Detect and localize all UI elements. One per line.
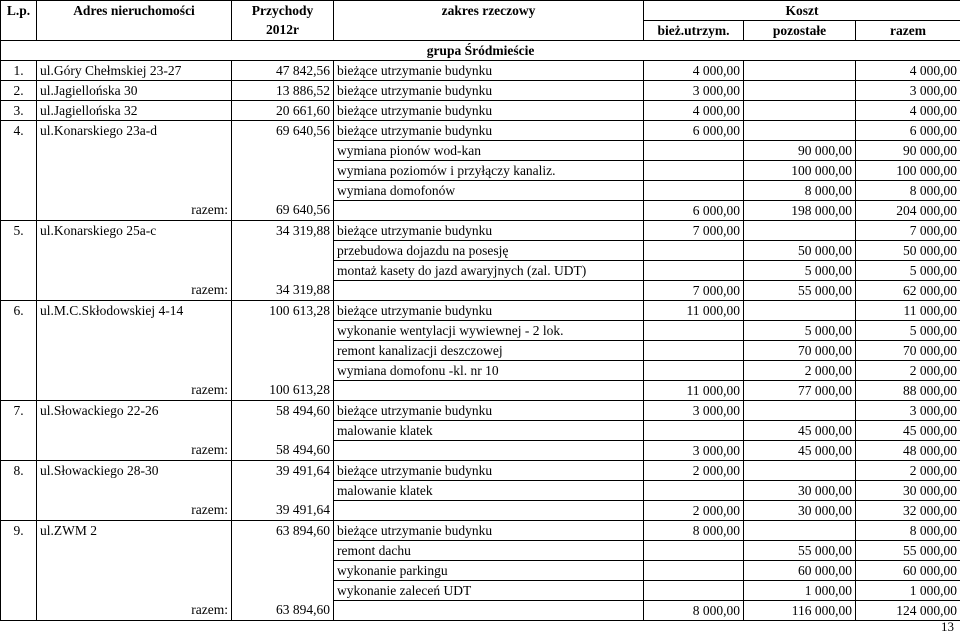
biez-cell: [644, 421, 744, 441]
address-cell: [37, 561, 232, 581]
scope-cell: [334, 201, 644, 221]
address-cell: razem:: [37, 601, 232, 621]
address-cell: razem:: [37, 281, 232, 301]
table-row: [1, 221, 960, 241]
scope-cell: wykonanie zaleceń UDT: [334, 581, 644, 601]
address-cell: ul.M.C.Skłodowskiej 4-14: [37, 301, 232, 321]
lp-cell: 9.: [1, 521, 37, 541]
total-cell: 204 000,00: [856, 201, 960, 221]
other-cell: 90 000,00: [744, 141, 856, 161]
lp-cell: 2.: [1, 81, 37, 101]
total-cell: 3 000,00: [856, 401, 960, 421]
table-row: [1, 321, 960, 341]
address-cell: ul.Konarskiego 25a-c: [37, 221, 232, 241]
biez-cell: [644, 181, 744, 201]
other-cell: 198 000,00: [744, 201, 856, 221]
other-cell: 70 000,00: [744, 341, 856, 361]
table-body: [1, 61, 960, 621]
header-lp: L.p.: [1, 1, 37, 21]
lp-cell: [1, 141, 37, 161]
table-row-sum: [1, 501, 960, 521]
total-cell: 88 000,00: [856, 381, 960, 401]
address-cell: [37, 541, 232, 561]
total-cell: 60 000,00: [856, 561, 960, 581]
income-cell: [232, 481, 334, 501]
header-row-2: [1, 21, 960, 41]
address-cell: ul.Jagiellońska 32: [37, 101, 232, 121]
biez-cell: 2 000,00: [644, 461, 744, 481]
lp-cell: [1, 341, 37, 361]
total-cell: 2 000,00: [856, 361, 960, 381]
lp-cell: [1, 161, 37, 181]
other-cell: [744, 221, 856, 241]
income-cell: 58 494,60: [232, 441, 334, 461]
scope-cell: bieżące utrzymanie budynku: [334, 301, 644, 321]
scope-cell: wykonanie parkingu: [334, 561, 644, 581]
scope-cell: [334, 601, 644, 621]
scope-cell: wymiana pionów wod-kan: [334, 141, 644, 161]
income-cell: [232, 321, 334, 341]
biez-cell: 3 000,00: [644, 401, 744, 421]
address-cell: ul.ZWM 2: [37, 521, 232, 541]
address-cell: [37, 581, 232, 601]
scope-cell: wymiana poziomów i przyłączy kanaliz.: [334, 161, 644, 181]
header-address: Adres nieruchomości: [37, 1, 232, 21]
table-row: [1, 301, 960, 321]
income-cell: [232, 361, 334, 381]
table-row: [1, 581, 960, 601]
total-cell: 3 000,00: [856, 81, 960, 101]
income-cell: 13 886,52: [232, 81, 334, 101]
biez-cell: 6 000,00: [644, 121, 744, 141]
income-cell: [232, 341, 334, 361]
other-cell: 2 000,00: [744, 361, 856, 381]
other-cell: [744, 401, 856, 421]
biez-cell: [644, 341, 744, 361]
table-row-sum: [1, 381, 960, 401]
lp-cell: 6.: [1, 301, 37, 321]
other-cell: 45 000,00: [744, 441, 856, 461]
total-cell: 50 000,00: [856, 241, 960, 261]
biez-cell: [644, 581, 744, 601]
income-cell: [232, 161, 334, 181]
scope-cell: bieżące utrzymanie budynku: [334, 81, 644, 101]
income-cell: 39 491,64: [232, 501, 334, 521]
table-row: [1, 241, 960, 261]
table-row: [1, 161, 960, 181]
scope-cell: malowanie klatek: [334, 481, 644, 501]
address-cell: ul.Słowackiego 28-30: [37, 461, 232, 481]
other-cell: 55 000,00: [744, 541, 856, 561]
table-row-sum: [1, 441, 960, 461]
biez-cell: [644, 261, 744, 281]
biez-cell: [644, 321, 744, 341]
header-row-1: [1, 1, 960, 21]
biez-cell: 3 000,00: [644, 441, 744, 461]
table-row: [1, 461, 960, 481]
income-cell: [232, 141, 334, 161]
lp-cell: 8.: [1, 461, 37, 481]
scope-cell: bieżące utrzymanie budynku: [334, 461, 644, 481]
other-cell: [744, 521, 856, 541]
total-cell: 5 000,00: [856, 321, 960, 341]
income-cell: 100 613,28: [232, 301, 334, 321]
header-income-year: 2012r: [232, 21, 334, 41]
lp-cell: 1.: [1, 61, 37, 81]
table-row-sum: [1, 201, 960, 221]
income-cell: 34 319,88: [232, 221, 334, 241]
other-cell: [744, 101, 856, 121]
total-cell: 32 000,00: [856, 501, 960, 521]
address-cell: ul.Góry Chełmskiej 23-27: [37, 61, 232, 81]
income-cell: [232, 261, 334, 281]
scope-cell: bieżące utrzymanie budynku: [334, 101, 644, 121]
biez-cell: [644, 541, 744, 561]
table-row: [1, 341, 960, 361]
address-cell: [37, 341, 232, 361]
table-row: [1, 81, 960, 101]
address-cell: [37, 321, 232, 341]
biez-cell: [644, 481, 744, 501]
lp-cell: [1, 481, 37, 501]
other-cell: 77 000,00: [744, 381, 856, 401]
total-cell: 4 000,00: [856, 61, 960, 81]
biez-cell: [644, 141, 744, 161]
biez-cell: 4 000,00: [644, 101, 744, 121]
table-row-sum: [1, 601, 960, 621]
scope-cell: bieżące utrzymanie budynku: [334, 521, 644, 541]
address-cell: ul.Jagiellońska 30: [37, 81, 232, 101]
income-cell: 58 494,60: [232, 401, 334, 421]
lp-cell: [1, 441, 37, 461]
total-cell: 1 000,00: [856, 581, 960, 601]
header-scope: zakres rzeczowy: [334, 1, 644, 21]
income-cell: 47 842,56: [232, 61, 334, 81]
other-cell: 5 000,00: [744, 261, 856, 281]
income-cell: [232, 181, 334, 201]
scope-cell: [334, 381, 644, 401]
lp-cell: 3.: [1, 101, 37, 121]
address-cell: razem:: [37, 381, 232, 401]
scope-cell: remont kanalizacji deszczowej: [334, 341, 644, 361]
address-cell: [37, 421, 232, 441]
other-cell: 30 000,00: [744, 481, 856, 501]
lp-cell: [1, 361, 37, 381]
table-row: [1, 421, 960, 441]
address-cell: razem:: [37, 441, 232, 461]
scope-cell: bieżące utrzymanie budynku: [334, 221, 644, 241]
income-cell: 34 319,88: [232, 281, 334, 301]
address-cell: razem:: [37, 201, 232, 221]
table-row: [1, 561, 960, 581]
scope-cell: wykonanie wentylacji wywiewnej - 2 lok.: [334, 321, 644, 341]
lp-cell: [1, 561, 37, 581]
income-cell: [232, 561, 334, 581]
biez-cell: 8 000,00: [644, 601, 744, 621]
biez-cell: [644, 561, 744, 581]
lp-cell: [1, 241, 37, 261]
table-row: [1, 101, 960, 121]
table-row: [1, 541, 960, 561]
table-row-sum: [1, 281, 960, 301]
address-cell: ul.Słowackiego 22-26: [37, 401, 232, 421]
table-row: [1, 521, 960, 541]
total-cell: 8 000,00: [856, 521, 960, 541]
other-cell: 50 000,00: [744, 241, 856, 261]
other-cell: 116 000,00: [744, 601, 856, 621]
total-cell: 5 000,00: [856, 261, 960, 281]
scope-cell: remont dachu: [334, 541, 644, 561]
address-cell: razem:: [37, 501, 232, 521]
other-cell: 1 000,00: [744, 581, 856, 601]
group-label: grupa Śródmieście: [1, 41, 960, 61]
biez-cell: 2 000,00: [644, 501, 744, 521]
address-cell: [37, 481, 232, 501]
other-cell: [744, 81, 856, 101]
biez-cell: [644, 361, 744, 381]
address-cell: ul.Konarskiego 23a-d: [37, 121, 232, 141]
biez-cell: 8 000,00: [644, 521, 744, 541]
income-cell: [232, 421, 334, 441]
total-cell: 62 000,00: [856, 281, 960, 301]
table-row: [1, 181, 960, 201]
lp-cell: [1, 181, 37, 201]
other-cell: [744, 121, 856, 141]
biez-cell: 4 000,00: [644, 61, 744, 81]
lp-cell: [1, 381, 37, 401]
table-row: [1, 361, 960, 381]
scope-cell: malowanie klatek: [334, 421, 644, 441]
lp-cell: [1, 201, 37, 221]
other-cell: 45 000,00: [744, 421, 856, 441]
other-cell: 100 000,00: [744, 161, 856, 181]
header-total: razem: [856, 21, 960, 41]
group-row: [1, 41, 960, 61]
scope-cell: wymiana domofonów: [334, 181, 644, 201]
address-cell: [37, 361, 232, 381]
total-cell: 90 000,00: [856, 141, 960, 161]
scope-cell: bieżące utrzymanie budynku: [334, 61, 644, 81]
scope-cell: wymiana domofonu -kl. nr 10: [334, 361, 644, 381]
other-cell: 30 000,00: [744, 501, 856, 521]
scope-cell: [334, 281, 644, 301]
biez-cell: 6 000,00: [644, 201, 744, 221]
total-cell: 45 000,00: [856, 421, 960, 441]
income-cell: [232, 241, 334, 261]
total-cell: 48 000,00: [856, 441, 960, 461]
biez-cell: 3 000,00: [644, 81, 744, 101]
other-cell: [744, 61, 856, 81]
income-cell: [232, 581, 334, 601]
scope-cell: [334, 501, 644, 521]
address-cell: [37, 161, 232, 181]
address-cell: [37, 181, 232, 201]
lp-cell: [1, 421, 37, 441]
other-cell: [744, 301, 856, 321]
other-cell: 8 000,00: [744, 181, 856, 201]
biez-cell: [644, 161, 744, 181]
income-cell: 63 894,60: [232, 521, 334, 541]
income-cell: 69 640,56: [232, 201, 334, 221]
total-cell: 8 000,00: [856, 181, 960, 201]
table-row: [1, 401, 960, 421]
lp-cell: [1, 261, 37, 281]
income-cell: 63 894,60: [232, 601, 334, 621]
table-row: [1, 481, 960, 501]
biez-cell: 7 000,00: [644, 221, 744, 241]
biez-cell: 11 000,00: [644, 301, 744, 321]
scope-cell: bieżące utrzymanie budynku: [334, 401, 644, 421]
lp-cell: [1, 601, 37, 621]
address-cell: [37, 241, 232, 261]
table-row: [1, 261, 960, 281]
page-number: 13: [941, 619, 954, 634]
lp-cell: [1, 321, 37, 341]
address-cell: [37, 141, 232, 161]
total-cell: 7 000,00: [856, 221, 960, 241]
total-cell: 124 000,00: [856, 601, 960, 621]
table-row: [1, 141, 960, 161]
other-cell: [744, 461, 856, 481]
total-cell: 11 000,00: [856, 301, 960, 321]
scope-cell: bieżące utrzymanie budynku: [334, 121, 644, 141]
table-row: [1, 61, 960, 81]
total-cell: 30 000,00: [856, 481, 960, 501]
table-row: [1, 121, 960, 141]
lp-cell: 5.: [1, 221, 37, 241]
income-cell: [232, 541, 334, 561]
total-cell: 6 000,00: [856, 121, 960, 141]
header-income: Przychody: [232, 1, 334, 21]
lp-cell: [1, 541, 37, 561]
address-cell: [37, 261, 232, 281]
lp-cell: 7.: [1, 401, 37, 421]
header-other: pozostałe: [744, 21, 856, 41]
income-cell: 39 491,64: [232, 461, 334, 481]
biez-cell: [644, 241, 744, 261]
biez-cell: 7 000,00: [644, 281, 744, 301]
lp-cell: [1, 281, 37, 301]
other-cell: 60 000,00: [744, 561, 856, 581]
scope-cell: przebudowa dojazdu na posesję: [334, 241, 644, 261]
lp-cell: [1, 501, 37, 521]
header-cost: Koszt: [644, 1, 960, 21]
total-cell: 4 000,00: [856, 101, 960, 121]
biez-cell: 11 000,00: [644, 381, 744, 401]
lp-cell: 4.: [1, 121, 37, 141]
income-cell: 20 661,60: [232, 101, 334, 121]
other-cell: 5 000,00: [744, 321, 856, 341]
scope-cell: montaż kasety do jazd awaryjnych (zal. UDT): [334, 261, 644, 281]
other-cell: 55 000,00: [744, 281, 856, 301]
total-cell: 55 000,00: [856, 541, 960, 561]
scope-cell: [334, 441, 644, 461]
total-cell: 2 000,00: [856, 461, 960, 481]
lp-cell: [1, 581, 37, 601]
total-cell: 70 000,00: [856, 341, 960, 361]
income-cell: 100 613,28: [232, 381, 334, 401]
total-cell: 100 000,00: [856, 161, 960, 181]
header-biez: bież.utrzym.: [644, 21, 744, 41]
income-cell: 69 640,56: [232, 121, 334, 141]
